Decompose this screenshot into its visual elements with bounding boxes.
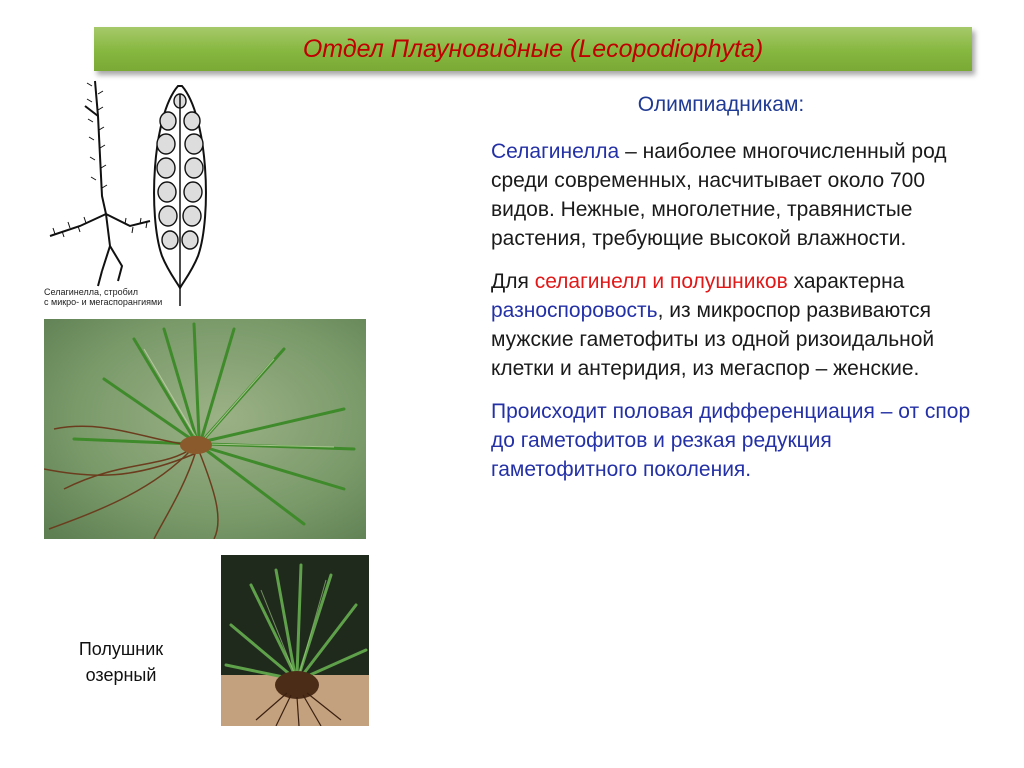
drawing-caption [44,287,224,307]
paragraph-heterospory [491,267,981,383]
term-selaginella: Селагинелла [491,140,620,163]
isoetes-caption [56,636,186,688]
text-column [491,90,981,498]
isoetes-caption-line2: озерный [85,665,157,685]
drawing-caption-line1: Селагинелла, стробил [44,287,139,297]
drawing-caption-line2: с микро- и мегаспорангиями [44,297,163,307]
olympiad-heading: Олимпиадникам: [637,93,805,116]
title-bar [94,27,972,71]
isoetes-caption-line1: Полушник [78,639,164,659]
term-heterospory: разноспоровость [491,299,658,322]
paragraph-selaginella-text: – наиболее многочисленный род среди современных, насчитывает около 700 видов. Нежные, многолетние, травянистые растения, требующие высокой влажности. [491,140,947,250]
quillwort-photo [44,319,366,539]
paragraph-differentiation: Происходит половая дифференциация – от спор до гаметофитов и резкая редукция гаметофитного поколения. [491,400,971,481]
paragraph-heterospory-middle: характерна [787,270,905,293]
selaginella-drawing [40,76,220,316]
isoetes-lacustris-photo [221,555,369,726]
paragraph-heterospory-text: , из микроспор развиваются мужские гаметофиты из одной ризоидальной клетки и антеридия, из мегаспор – женские. [491,299,935,380]
paragraph-heterospory-before: Для [491,270,535,293]
paragraph-selaginella [491,137,981,253]
slide-title: Отдел Плауновидные (Lecopodiophyta) [302,34,764,63]
highlight-selaginella-isoetes: селагинелл и полушников [534,270,788,293]
